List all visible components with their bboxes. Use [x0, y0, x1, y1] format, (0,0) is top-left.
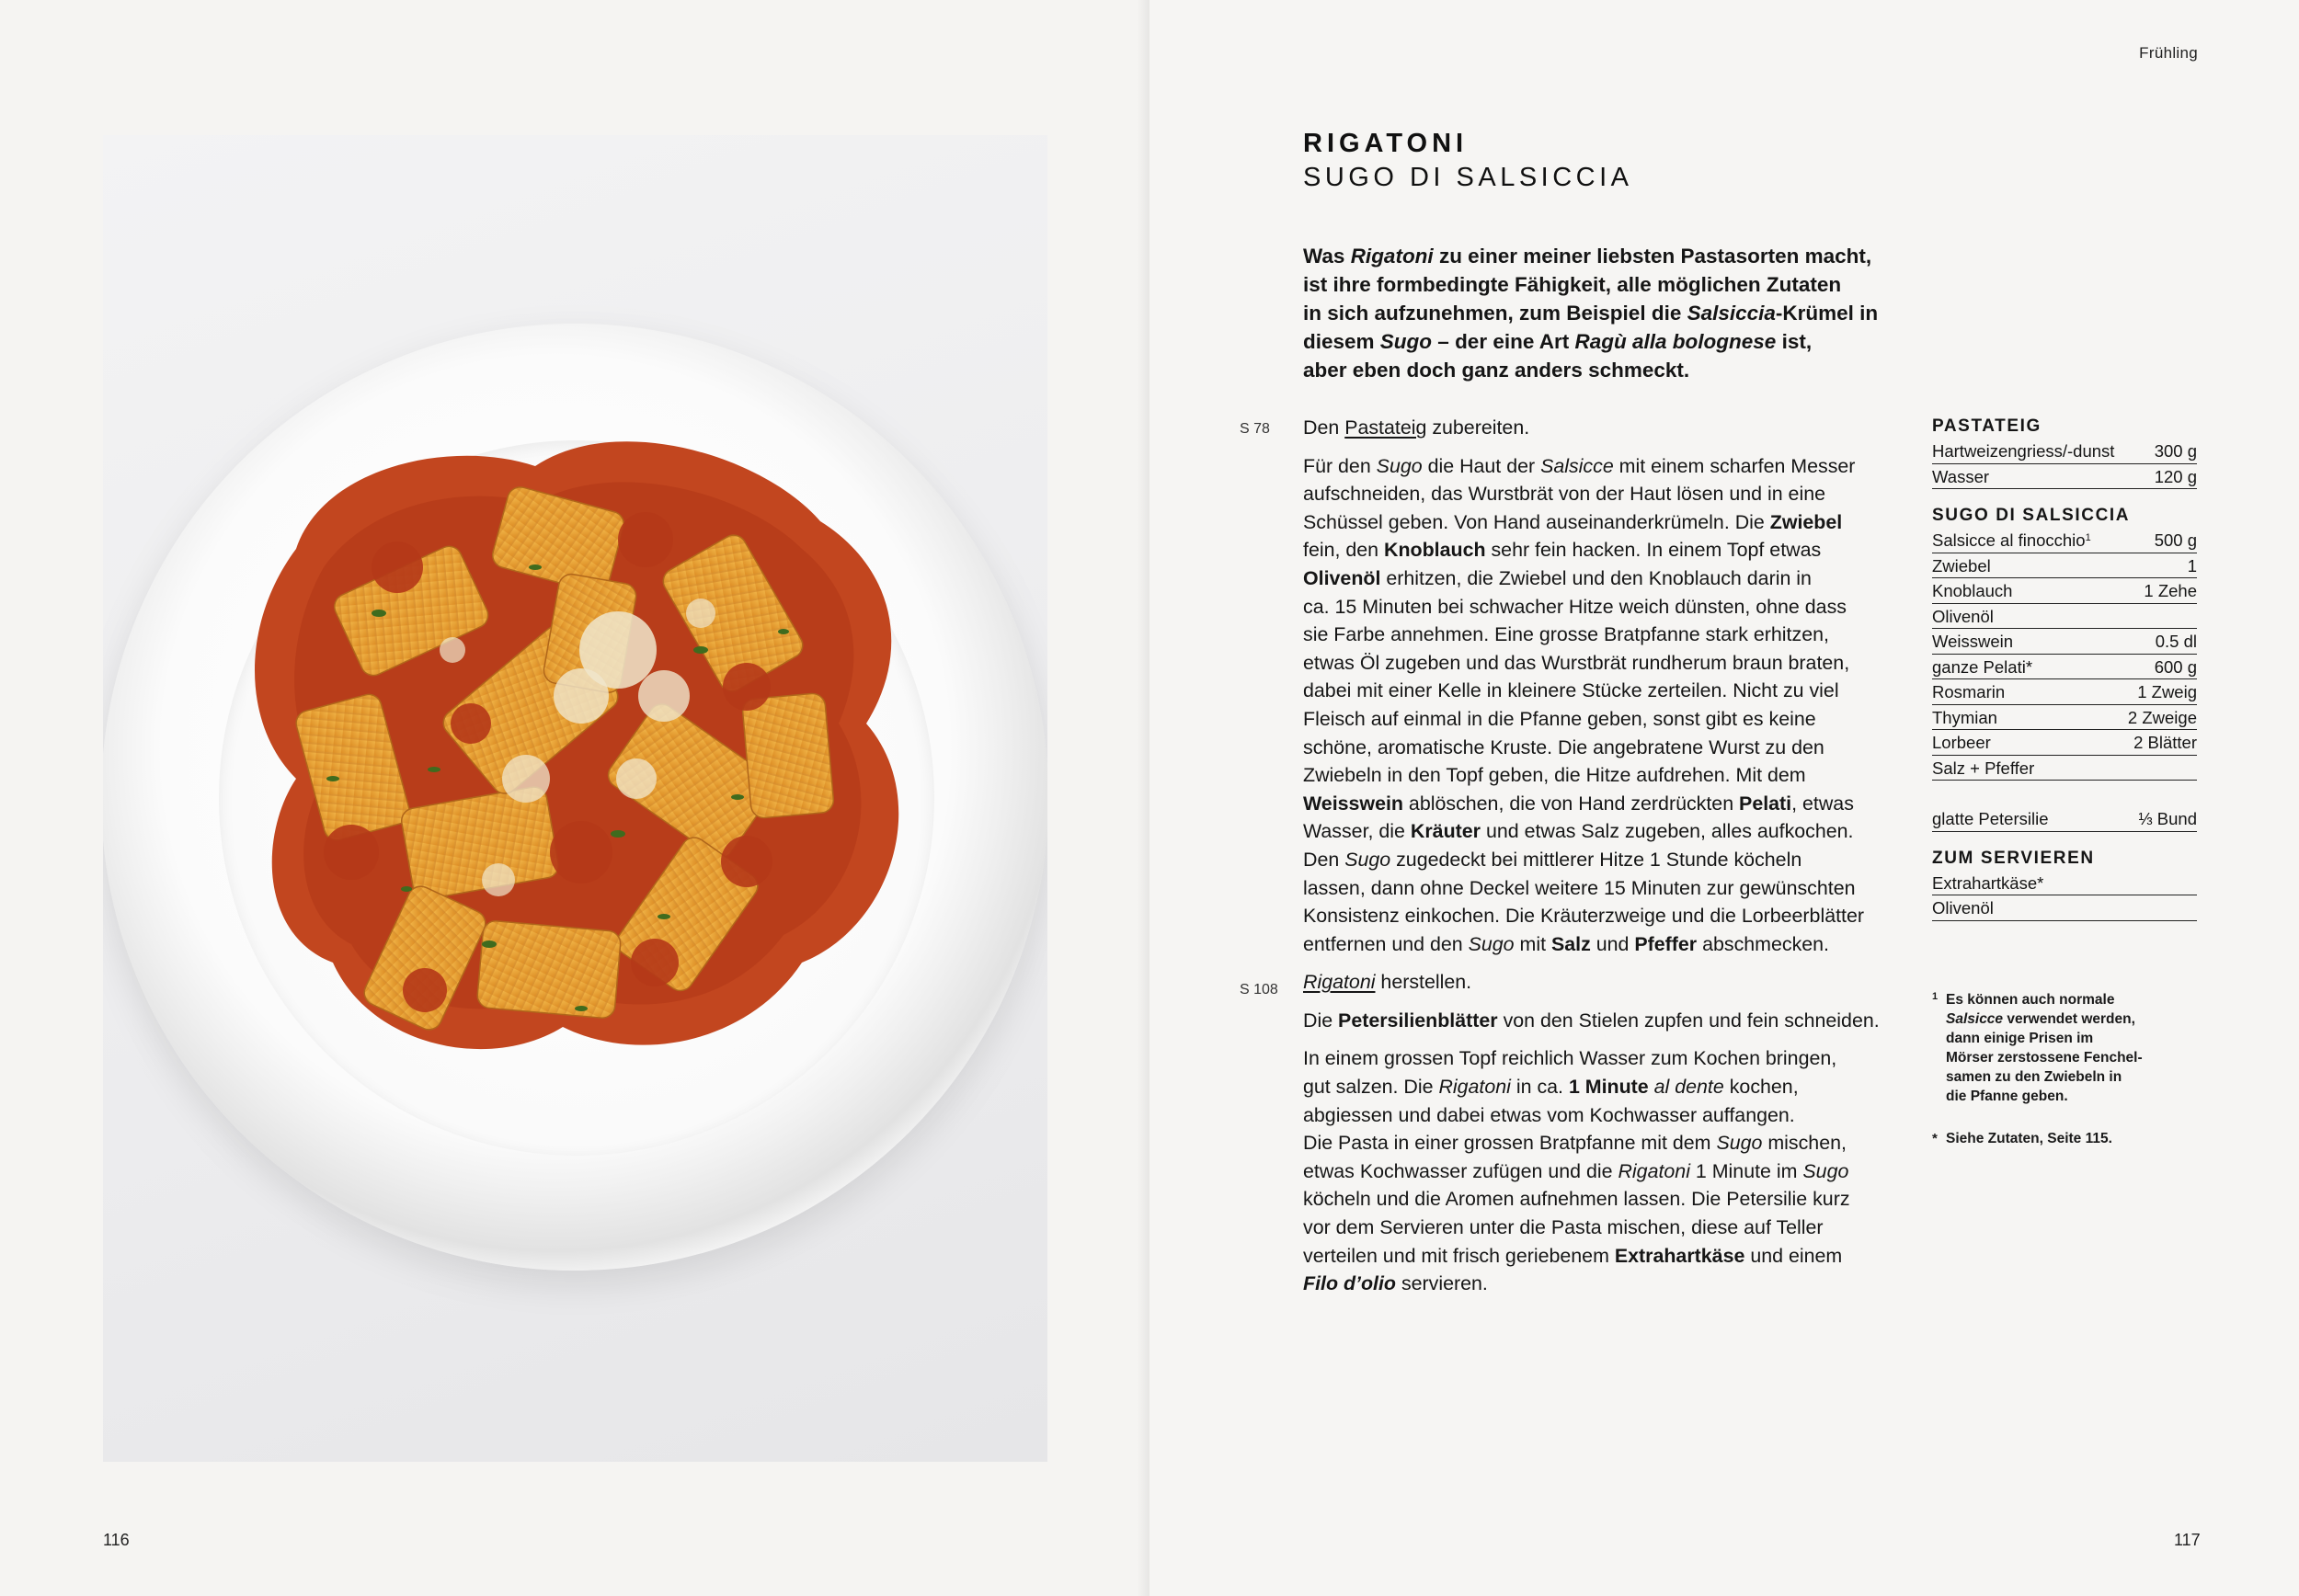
ingredient-name: [1932, 705, 1997, 730]
text-run: und einem: [1744, 1244, 1843, 1267]
text-run: aber eben doch ganz anders schmeckt.: [1303, 359, 1690, 382]
text-run: Pfeffer: [1634, 932, 1698, 955]
text-run: Zwiebeln in den Topf geben, die Hitze aufdrehen. Mit dem: [1303, 764, 1806, 787]
text-run: dabei mit einer Kelle in kleinere Stücke zerteilen. Nicht zu viel: [1303, 679, 1839, 702]
text-run: abgiessen und dabei etwas vom Kochwasser auffangen.: [1303, 1103, 1795, 1126]
page-reference-rigatoni: S 108: [1240, 982, 1278, 998]
text-run: 1 Minute im: [1689, 1159, 1803, 1182]
text-run: mischen,: [1762, 1132, 1847, 1155]
text-run: etwas Öl zugeben und das Wurstbrät rundherum braun braten,: [1303, 651, 1850, 674]
text-run: Kräuter: [1410, 820, 1481, 843]
ingredient-row: [1932, 553, 2197, 579]
running-head: Frühling: [2139, 44, 2198, 62]
text-run: Petersilienblätter: [1338, 1009, 1498, 1032]
ingredients-servieren: [1932, 849, 2197, 921]
ingredient-name-text: Knoblauch: [1932, 581, 2013, 600]
ingredient-name: glatte Petersilie: [1932, 809, 2049, 828]
text-run: erhitzen, die Zwiebel und den Knoblauch darin in: [1380, 566, 1812, 589]
ingredient-name-text: Wasser: [1932, 466, 1990, 486]
ingredients-heading: PASTATEIG: [1932, 416, 2042, 436]
text-run: herstellen.: [1375, 971, 1472, 994]
text-run: dann einige Prisen im: [1946, 1031, 2094, 1046]
text-run: Sugo: [1379, 330, 1433, 353]
method-text: [1303, 414, 1901, 1308]
text-run: diesem: [1303, 330, 1380, 353]
ingredient-quantity: 2 Zweige: [2127, 707, 2197, 727]
text-run: Salsiccia: [1687, 302, 1776, 325]
ingredients-heading: SUGO DI SALSICCIA: [1932, 506, 2131, 525]
ingredient-name: [1932, 895, 1994, 920]
text-run: zu einer meiner liebsten Pastasorten macht,: [1433, 245, 1872, 268]
text-run: Pelati: [1739, 792, 1792, 815]
ingredient-quantity: 1 Zweig: [2137, 682, 2197, 701]
text-run: Rigatoni: [1618, 1159, 1690, 1182]
text-run: entfernen und den: [1303, 932, 1469, 955]
text-run: Salsicce: [1946, 1011, 2004, 1027]
ingredient-quantity: 2 Blätter: [2133, 733, 2197, 752]
text-run: -Krümel in: [1775, 302, 1879, 325]
text-run: Ragù alla bolognese: [1574, 330, 1777, 353]
ingredient-row: [1932, 629, 2197, 655]
ingredient-row: [1932, 679, 2197, 705]
ingredient-name-text: Rosmarin: [1932, 682, 2006, 701]
ingredient-row: [1932, 895, 2197, 921]
text-run: in sich aufzunehmen, zum Beispiel die: [1303, 302, 1687, 325]
text-run: kochen,: [1723, 1076, 1799, 1099]
text-run: al dente: [1653, 1076, 1724, 1099]
text-run: und: [1590, 932, 1635, 955]
page-reference-pastateig: S 78: [1240, 421, 1270, 437]
text-run: servieren.: [1396, 1272, 1488, 1295]
text-run: Konsistenz einkochen. Die Kräuterzweige und die Lorbeerblätter: [1303, 905, 1864, 928]
ingredient-quantity: ⅓ Bund: [2138, 809, 2197, 828]
text-run: ca. 15 Minuten bei schwacher Hitze weich dünsten, ohne dass: [1303, 595, 1847, 618]
ingredient-name: [1932, 604, 1994, 629]
text-run: die Pfanne geben.: [1946, 1089, 2068, 1104]
ingredient-row: [1932, 705, 2197, 731]
ingredient-quantity: 0.5 dl: [2155, 632, 2197, 651]
footnote-marker: 1: [1932, 991, 1939, 1002]
text-run: fein, den: [1303, 539, 1385, 562]
text-run: 1 Minute: [1568, 1076, 1649, 1099]
text-run: mit einem scharfen Messer: [1613, 454, 1856, 477]
text-run: zugedeckt bei mittlerer Hitze 1 Stunde köcheln: [1390, 848, 1802, 871]
text-run: ist,: [1776, 330, 1813, 353]
text-run: In einem grossen Topf reichlich Wasser zum Kochen bringen,: [1303, 1047, 1837, 1070]
text-run: Extrahartkäse: [1614, 1244, 1745, 1267]
ingredient-name-text: Hartweizengriess/-dunst: [1932, 441, 2115, 461]
footnote-2: [1932, 1129, 2153, 1148]
text-run: in ca.: [1510, 1076, 1569, 1099]
ingredient-row: [1932, 578, 2197, 604]
method-step-2: [1303, 452, 1901, 959]
text-run: Die: [1303, 1009, 1339, 1032]
page-number-right: 117: [2174, 1531, 2201, 1549]
ingredient-rows: [1932, 871, 2197, 921]
footnote-1: [1932, 990, 2153, 1106]
text-run: Zwiebel: [1769, 510, 1843, 533]
text-run: Für den: [1303, 454, 1377, 477]
text-run: mit: [1514, 932, 1551, 955]
ingredient-row: [1932, 806, 2197, 832]
text-run: verteilen und mit frisch geriebenem: [1303, 1244, 1615, 1267]
ingredient-rows: [1932, 439, 2197, 489]
ingredient-quantity: 300 g: [2154, 441, 2197, 461]
ingredients-pastateig: [1932, 416, 2197, 489]
recipe-subtitle: SUGO DI SALSICCIA: [1303, 163, 1633, 192]
ingredient-row: [1932, 871, 2197, 896]
text-run: Rigatoni: [1350, 245, 1434, 268]
text-run: Pastateig: [1344, 416, 1427, 439]
ingredient-name: [1932, 871, 2043, 895]
ingredient-name: [1932, 679, 2005, 704]
ingredient-name-text: Salz + Pfeffer: [1932, 758, 2035, 778]
text-run: Sugo: [1376, 454, 1423, 477]
ingredient-name: [1932, 578, 2012, 603]
text-run: Schüssel geben. Von Hand auseinanderkrümeln. Die: [1303, 510, 1770, 533]
text-run: – der eine Art: [1432, 330, 1575, 353]
pasta-dish: [103, 135, 1047, 1462]
text-run: Den: [1303, 416, 1345, 439]
ingredient-name: [1932, 730, 1991, 755]
text-run: gut salzen. Die: [1303, 1076, 1439, 1099]
ingredient-row: [1932, 730, 2197, 756]
text-run: Salz: [1550, 932, 1591, 955]
text-run: von den Stielen zupfen und fein schneiden.: [1497, 1009, 1880, 1032]
text-run: etwas Kochwasser zufügen und die: [1303, 1159, 1618, 1182]
ingredient-name: [1932, 528, 2091, 553]
text-run: Weisswein: [1303, 792, 1403, 815]
text-run: Den: [1303, 848, 1345, 871]
recipe-title: RIGATONI: [1303, 129, 1469, 158]
intro-text: [1303, 242, 1892, 384]
text-run: Salsicce: [1540, 454, 1614, 477]
text-run: Knoblauch: [1384, 539, 1486, 562]
text-run: Sugo: [1344, 848, 1391, 871]
footnote-reference: 1: [2085, 532, 2091, 543]
ingredient-name-text: Weisswein: [1932, 632, 2014, 651]
ingredient-name-text: Lorbeer: [1932, 733, 1991, 752]
ingredient-row: [1932, 528, 2197, 553]
method-step-3: [1303, 968, 1901, 997]
text-run: schöne, aromatische Kruste. Die angebratene Wurst zu den: [1303, 735, 1824, 758]
ingredient-row: [1932, 464, 2197, 490]
ingredient-name: [1932, 629, 2013, 654]
text-run: Filo d’olio: [1303, 1272, 1396, 1295]
ingredient-name-text: Olivenöl: [1932, 606, 1994, 626]
text-run: Sugo: [1716, 1132, 1763, 1155]
ingredient-quantity: 600 g: [2154, 656, 2197, 677]
text-run: die Haut der: [1422, 454, 1541, 477]
text-run: samen zu den Zwiebeln in: [1946, 1069, 2122, 1085]
ingredient-list: [1932, 416, 2197, 938]
text-run: verwendet werden,: [2003, 1011, 2135, 1027]
ingredients-sugo: [1932, 506, 2197, 832]
ingredient-quantity: 1 Zehe: [2144, 581, 2197, 600]
footnote-text: Siehe Zutaten, Seite 115.: [1946, 1131, 2112, 1146]
intro-paragraph: [1303, 242, 1892, 384]
ingredient-quantity: 120 g: [2154, 466, 2197, 486]
ingredient-name-text: ganze Pelati*: [1932, 656, 2033, 677]
text-run: ablöschen, die von Hand zerdrückten: [1402, 792, 1740, 815]
ingredients-heading: ZUM SERVIEREN: [1932, 848, 2095, 868]
method-step-5: [1303, 1044, 1901, 1297]
ingredient-row: [1932, 655, 2197, 680]
text-run: Was: [1303, 245, 1351, 268]
ingredient-row: [1932, 756, 2197, 781]
ingredient-name-text: Zwiebel: [1932, 555, 1991, 576]
text-run: Sugo: [1802, 1159, 1849, 1182]
text-run: und etwas Salz zugeben, alles aufkochen.: [1481, 820, 1854, 843]
text-run: Die Pasta in einer grossen Bratpfanne mit dem: [1303, 1132, 1717, 1155]
text-run: Mörser zerstossene Fenchel-: [1946, 1050, 2143, 1066]
ingredient-name: [1932, 655, 2032, 679]
ingredient-name-text: Extrahartkäse*: [1932, 872, 2044, 893]
text-run: lassen, dann ohne Deckel weitere 15 Minuten zur gewünschten: [1303, 876, 1856, 899]
text-run: , etwas: [1791, 792, 1854, 815]
text-run: sie Farbe annehmen. Eine grosse Bratpfanne stark erhitzen,: [1303, 623, 1829, 646]
text-run: Olivenöl: [1303, 566, 1381, 589]
ingredient-name-text: Olivenöl: [1932, 898, 1994, 918]
text-run: Es können auch normale: [1946, 992, 2115, 1008]
text-run: zubereiten.: [1426, 416, 1530, 439]
method-step-4: [1303, 1007, 1901, 1035]
method-step-1: [1303, 414, 1901, 442]
ingredient-name-text: Salsicce al finocchio: [1932, 530, 2086, 550]
footnote-text: [1932, 990, 2153, 1106]
text-run: abschmecken.: [1697, 932, 1830, 955]
text-run: Sugo: [1468, 932, 1515, 955]
ingredient-name: [1932, 553, 1991, 578]
ingredient-rows: [1932, 528, 2197, 781]
text-run: köcheln und die Aromen aufnehmen lassen. Die Petersilie kurz: [1303, 1188, 1850, 1211]
ingredient-name: [1932, 439, 2114, 463]
text-run: Rigatoni: [1438, 1076, 1511, 1099]
footnote-marker: *: [1932, 1131, 1938, 1146]
ingredient-quantity: 1: [2187, 555, 2197, 576]
text-run: Fleisch auf einmal in die Pfanne geben, sonst gibt es keine: [1303, 707, 1816, 730]
text-run: vor dem Servieren unter die Pasta mischen, diese auf Teller: [1303, 1216, 1824, 1239]
text-run: aufschneiden, das Wurstbrät von der Haut lösen und in eine: [1303, 483, 1826, 506]
text-run: Wasser, die: [1303, 820, 1411, 843]
ingredient-quantity: 500 g: [2154, 530, 2197, 550]
ingredient-name: [1932, 756, 2034, 781]
text-run: sehr fein hacken. In einem Topf etwas: [1485, 539, 1822, 562]
ingredient-name-text: Thymian: [1932, 707, 1997, 727]
page-number-left: 116: [103, 1531, 130, 1549]
ingredient-row: [1932, 439, 2197, 464]
text-run: Rigatoni: [1303, 971, 1376, 994]
ingredient-name: [1932, 464, 1989, 489]
ingredient-row: [1932, 604, 2197, 630]
text-run: ist ihre formbedingte Fähigkeit, alle möglichen Zutaten: [1303, 273, 1842, 296]
dish-photo: [103, 135, 1047, 1462]
